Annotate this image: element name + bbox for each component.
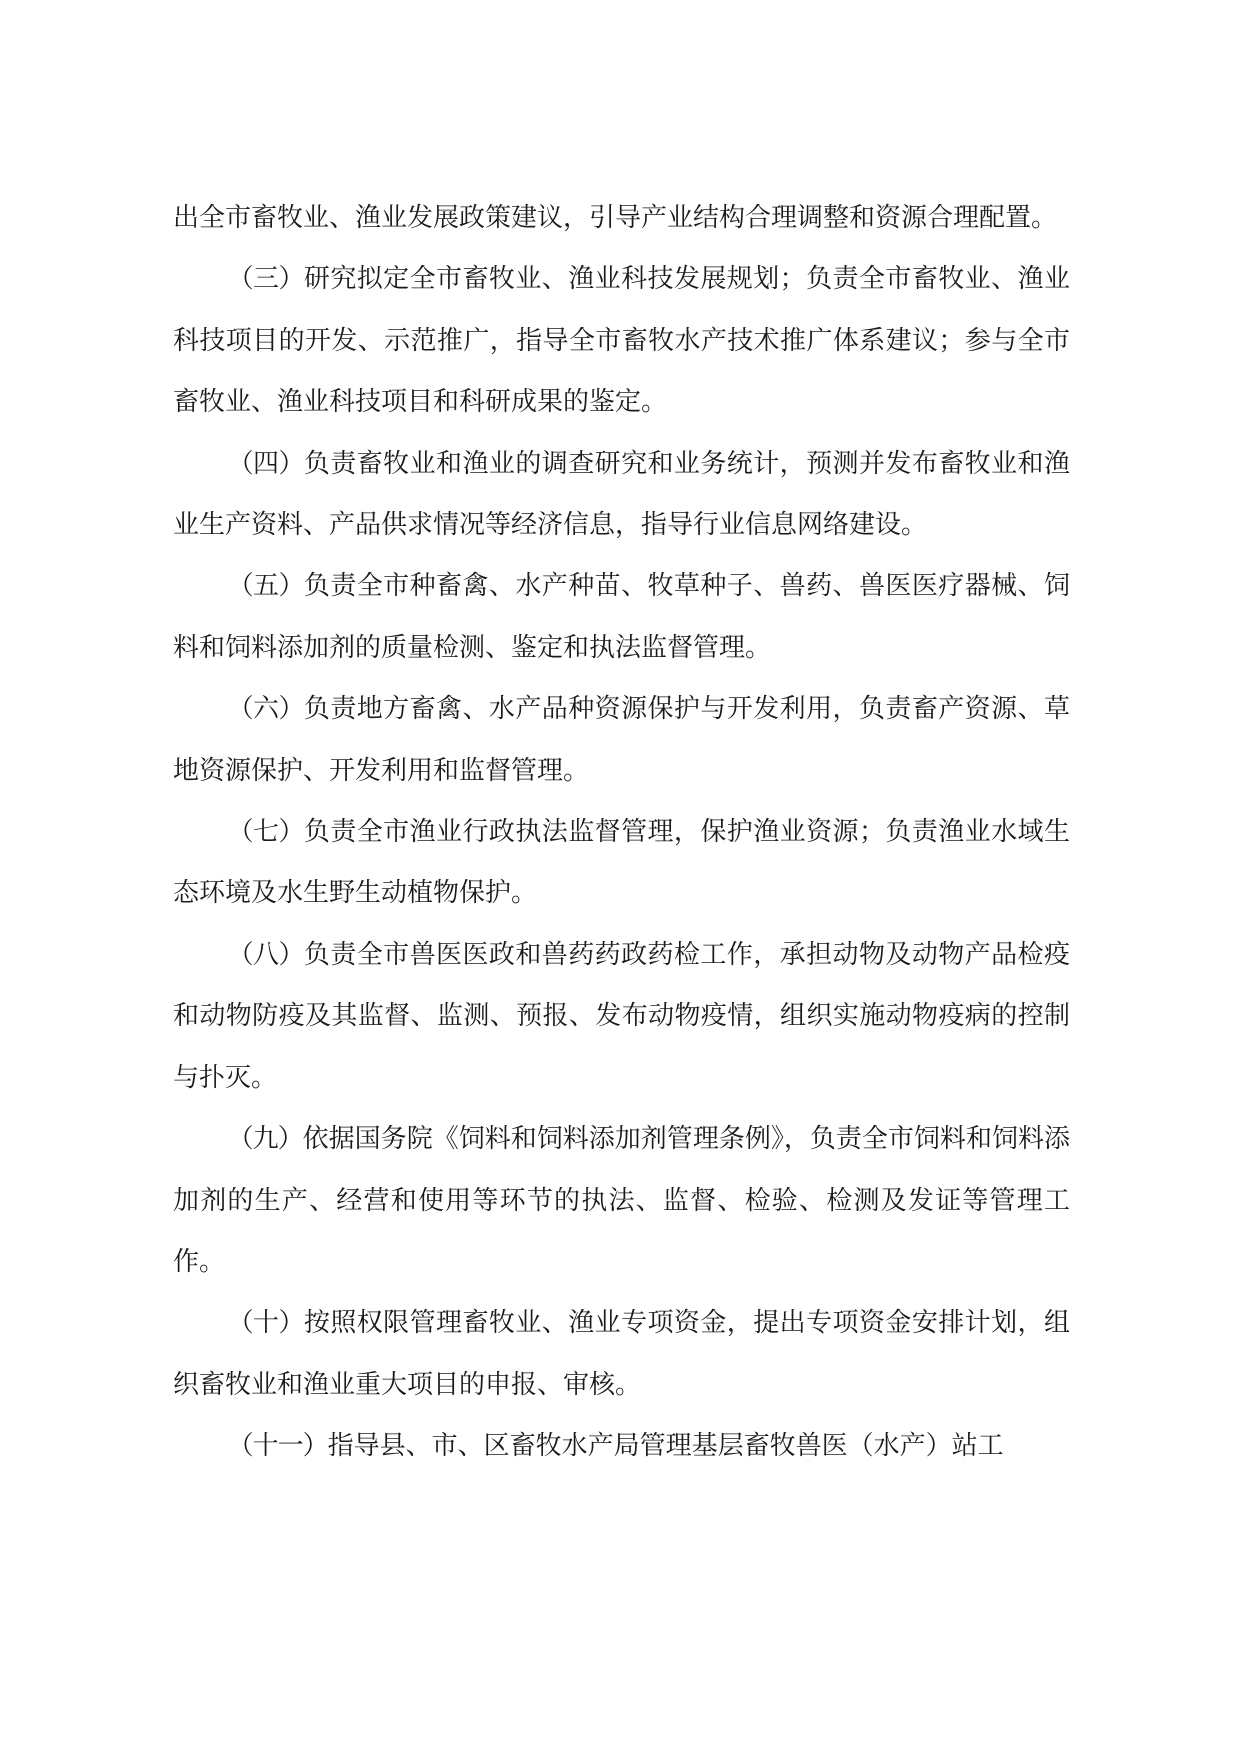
paragraph-item-5 bbox=[173, 556, 1070, 679]
item-number: （三） bbox=[227, 264, 304, 295]
item-number: （六） bbox=[227, 694, 304, 725]
paragraph-text: 负责全市种畜禽、水产种苗、牧草种子、兽药、兽医医疗器械、饲料和饲料添加剂的质量检测、鉴定和执法监督管理。 bbox=[173, 571, 1070, 663]
paragraph-item-11 bbox=[173, 1416, 1070, 1477]
paragraph-item-3 bbox=[173, 249, 1070, 433]
document-page bbox=[173, 188, 1070, 1478]
paragraph-item-7 bbox=[173, 802, 1070, 925]
item-number: （八） bbox=[227, 939, 304, 970]
paragraph-item-10 bbox=[173, 1293, 1070, 1416]
item-number: （十一） bbox=[227, 1431, 328, 1462]
paragraph-text: 研究拟定全市畜牧业、渔业科技发展规划；负责全市畜牧业、渔业科技项目的开发、示范推广，指导全市畜牧水产技术推广体系建议；参与全市畜牧业、渔业科技项目和科研成果的鉴定。 bbox=[173, 264, 1070, 418]
paragraph-item-9 bbox=[173, 1109, 1070, 1293]
paragraph-text: 负责全市兽医医政和兽药药政药检工作，承担动物及动物产品检疫和动物防疫及其监督、监测、预报、发布动物疫情，组织实施动物疫病的控制与扑灭。 bbox=[173, 939, 1070, 1093]
item-number: （七） bbox=[227, 817, 304, 848]
paragraph-text: 负责畜牧业和渔业的调查研究和业务统计，预测并发布畜牧业和渔业生产资料、产品供求情况等经济信息，指导行业信息网络建设。 bbox=[173, 448, 1070, 541]
paragraph-text: 指导县、市、区畜牧水产局管理基层畜牧兽医（水产）站工 bbox=[327, 1431, 1004, 1462]
paragraph-item-6 bbox=[173, 679, 1070, 802]
item-number: （十） bbox=[227, 1308, 304, 1339]
paragraph-text: 负责地方畜禽、水产品种资源保护与开发利用，负责畜产资源、草地资源保护、开发利用和监督管理。 bbox=[173, 694, 1070, 786]
item-number: （九） bbox=[227, 1124, 303, 1155]
paragraph-text: 负责全市渔业行政执法监督管理，保护渔业资源；负责渔业水域生态环境及水生野生动植物保护。 bbox=[173, 817, 1070, 909]
paragraph-item-4 bbox=[173, 434, 1070, 557]
paragraph-item-8 bbox=[173, 925, 1070, 1109]
paragraph-text: 按照权限管理畜牧业、渔业专项资金，提出专项资金安排计划，组织畜牧业和渔业重大项目的申报、审核。 bbox=[173, 1308, 1070, 1400]
item-number: （四） bbox=[227, 448, 304, 479]
paragraph-continued bbox=[173, 188, 1070, 249]
item-number: （五） bbox=[227, 571, 304, 602]
paragraph-text: 依据国务院《饲料和饲料添加剂管理条例》，负责全市饲料和饲料添加剂的生产、经营和使用等环节的执法、监督、检验、检测及发证等管理工作。 bbox=[173, 1124, 1070, 1277]
paragraph-text: 出全市畜牧业、渔业发展政策建议，引导产业结构合理调整和资源合理配置。 bbox=[173, 203, 1058, 233]
